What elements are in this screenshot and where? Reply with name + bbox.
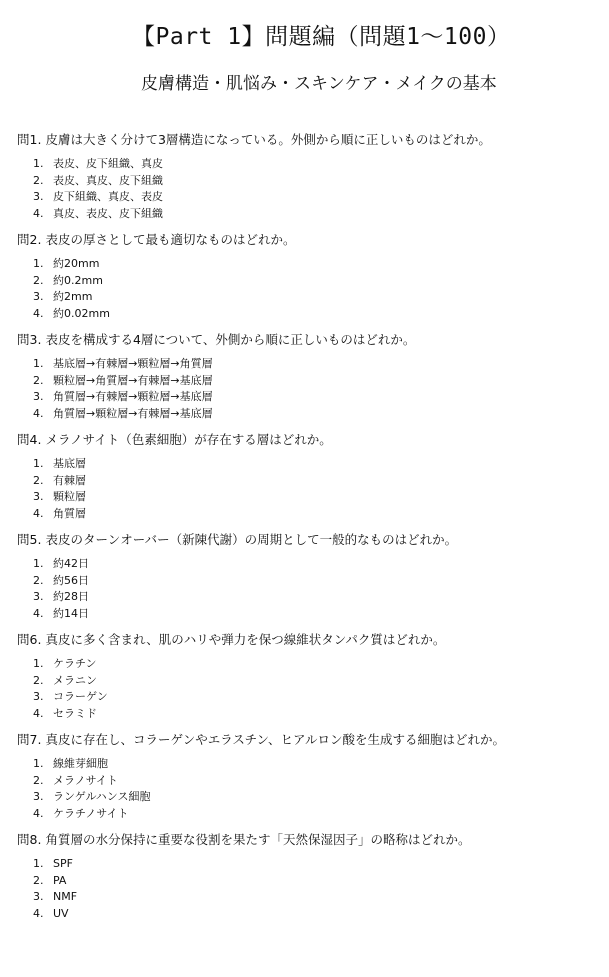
choice-number: 2. [33, 473, 44, 487]
choice-text: 基底層 [53, 457, 86, 470]
choice-number: 2. [33, 873, 44, 887]
choice-number: 2. [33, 173, 44, 187]
choice-number: 1. [33, 257, 44, 270]
question-number: 問6. [17, 632, 42, 647]
question-number: 問1. [17, 132, 42, 147]
choice-item [33, 573, 597, 590]
question-body: 角質層の水分保持に重要な役割を果たす「天然保湿因子」の略称はどれか。 [45, 832, 471, 847]
choice-number: 3. [33, 190, 44, 203]
choice-item [33, 406, 597, 423]
choice-number: 4. [33, 306, 44, 320]
choice-text: 線維芽細胞 [53, 757, 108, 770]
choice-item [33, 456, 597, 473]
choice-list [17, 856, 597, 922]
choice-number: 1. [33, 157, 44, 170]
choice-item [33, 256, 597, 273]
choice-text: メラノサイト [53, 773, 118, 787]
question-block [17, 630, 597, 730]
choice-text: 真皮、表皮、皮下組織 [53, 206, 163, 220]
choice-text: 約14日 [53, 606, 89, 620]
choice-number: 4. [33, 506, 44, 520]
choice-text: 角質層→顆粒層→有棘層→基底層 [53, 406, 213, 420]
choice-item [33, 273, 597, 290]
choice-text: 角質層 [53, 506, 86, 520]
choice-item [33, 373, 597, 390]
question-body: 真皮に多く含まれ、肌のハリや弾力を保つ線維状タンパク質はどれか。 [45, 632, 446, 647]
choice-text: 有棘層 [53, 473, 86, 487]
choice-text: 表皮、皮下組織、真皮 [53, 157, 163, 170]
choice-item [33, 173, 597, 190]
choice-text: ケラチン [53, 657, 97, 670]
question-body: 表皮のターンオーバー（新陳代謝）の周期として一般的なものはどれか。 [45, 532, 458, 547]
page-subtitle: 皮膚構造・肌悩み・スキンケア・メイクの基本 [141, 74, 497, 94]
choice-item [33, 773, 597, 790]
question-body: 表皮の厚さとして最も適切なものはどれか。 [45, 232, 296, 247]
question-text [17, 730, 597, 750]
choice-item [33, 389, 597, 406]
choice-number: 4. [33, 206, 44, 220]
choice-number: 3. [33, 590, 44, 603]
choice-item [33, 756, 597, 773]
choice-text: 角質層→有棘層→顆粒層→基底層 [53, 390, 213, 403]
choice-text: 顆粒層 [53, 490, 86, 503]
choice-text: 皮下組織、真皮、表皮 [53, 190, 163, 203]
question-body: 皮膚は大きく分けて3層構造になっている。外側から順に正しいものはどれか。 [45, 132, 491, 147]
question-block [17, 230, 597, 330]
choice-number: 3. [33, 690, 44, 703]
choice-item [33, 589, 597, 606]
choice-item [33, 906, 597, 923]
choice-item [33, 689, 597, 706]
choice-item [33, 506, 597, 523]
choice-number: 1. [33, 457, 44, 470]
choice-text: NMF [53, 890, 78, 903]
question-body: メラノサイト（色素細胞）が存在する層はどれか。 [45, 432, 332, 447]
choice-number: 3. [33, 390, 44, 403]
choice-text: ランゲルハンス細胞 [53, 790, 151, 803]
question-body: 表皮を構成する4層について、外側から順に正しいものはどれか。 [45, 332, 416, 347]
choice-text: 約42日 [53, 557, 89, 570]
choice-item [33, 673, 597, 690]
choice-text: セラミド [53, 706, 97, 720]
question-block [17, 730, 597, 830]
question-text [17, 330, 597, 350]
choice-item [33, 156, 597, 173]
choice-text: 約20mm [53, 257, 100, 270]
question-text [17, 230, 597, 250]
choice-number: 3. [33, 290, 44, 303]
question-list [17, 130, 597, 930]
choice-list [17, 256, 597, 322]
question-number: 問3. [17, 332, 42, 347]
choice-text: メラニン [53, 673, 97, 687]
choice-number: 2. [33, 573, 44, 587]
question-block [17, 830, 597, 930]
choice-number: 1. [33, 857, 44, 870]
choice-text: ケラチノサイト [53, 806, 129, 820]
choice-number: 4. [33, 606, 44, 620]
choice-number: 1. [33, 657, 44, 670]
question-text [17, 630, 597, 650]
page-title: 【Part 1】問題編（問題1〜100） [132, 24, 511, 50]
question-block [17, 330, 597, 430]
choice-item [33, 306, 597, 323]
question-number: 問4. [17, 432, 42, 447]
question-text [17, 530, 597, 550]
choice-item [33, 706, 597, 723]
choice-text: 約56日 [53, 573, 89, 587]
question-block [17, 530, 597, 630]
choice-item [33, 606, 597, 623]
choice-item [33, 489, 597, 506]
choice-list [17, 156, 597, 222]
choice-text: PA [53, 873, 67, 887]
choice-number: 3. [33, 790, 44, 803]
choice-list [17, 656, 597, 722]
choice-number: 3. [33, 890, 44, 903]
choice-text: 表皮、真皮、皮下組織 [53, 173, 163, 187]
question-text [17, 830, 597, 850]
choice-item [33, 356, 597, 373]
choice-item [33, 789, 597, 806]
question-number: 問5. [17, 532, 42, 547]
question-body: 真皮に存在し、コラーゲンやエラスチン、ヒアルロン酸を生成する細胞はどれか。 [45, 732, 505, 747]
choice-text: 約0.2mm [53, 273, 103, 287]
choice-number: 1. [33, 357, 44, 370]
question-number: 問7. [17, 732, 42, 747]
question-number: 問8. [17, 832, 42, 847]
choice-item [33, 873, 597, 890]
choice-text: 約0.02mm [53, 306, 110, 320]
choice-number: 2. [33, 673, 44, 687]
choice-item [33, 556, 597, 573]
choice-number: 4. [33, 706, 44, 720]
choice-item [33, 806, 597, 823]
choice-text: 基底層→有棘層→顆粒層→角質層 [53, 357, 213, 370]
choice-list [17, 356, 597, 422]
choice-text: 約28日 [53, 590, 89, 603]
choice-number: 4. [33, 806, 44, 820]
choice-number: 4. [33, 406, 44, 420]
choice-item [33, 206, 597, 223]
choice-number: 4. [33, 906, 44, 920]
choice-text: UV [53, 906, 69, 920]
choice-number: 2. [33, 773, 44, 787]
question-number: 問2. [17, 232, 42, 247]
choice-number: 2. [33, 373, 44, 387]
question-text [17, 130, 597, 150]
choice-item [33, 889, 597, 906]
choice-number: 1. [33, 557, 44, 570]
choice-number: 3. [33, 490, 44, 503]
choice-list [17, 456, 597, 522]
choice-text: SPF [53, 857, 73, 870]
choice-item [33, 473, 597, 490]
question-block [17, 130, 597, 230]
choice-text: コラーゲン [53, 690, 108, 703]
question-text [17, 430, 597, 450]
choice-number: 2. [33, 273, 44, 287]
choice-number: 1. [33, 757, 44, 770]
question-block [17, 430, 597, 530]
choice-list [17, 756, 597, 822]
choice-text: 顆粒層→角質層→有棘層→基底層 [53, 373, 213, 387]
choice-item [33, 289, 597, 306]
choice-item [33, 856, 597, 873]
choice-text: 約2mm [53, 290, 93, 303]
choice-list [17, 556, 597, 622]
choice-item [33, 656, 597, 673]
choice-item [33, 189, 597, 206]
